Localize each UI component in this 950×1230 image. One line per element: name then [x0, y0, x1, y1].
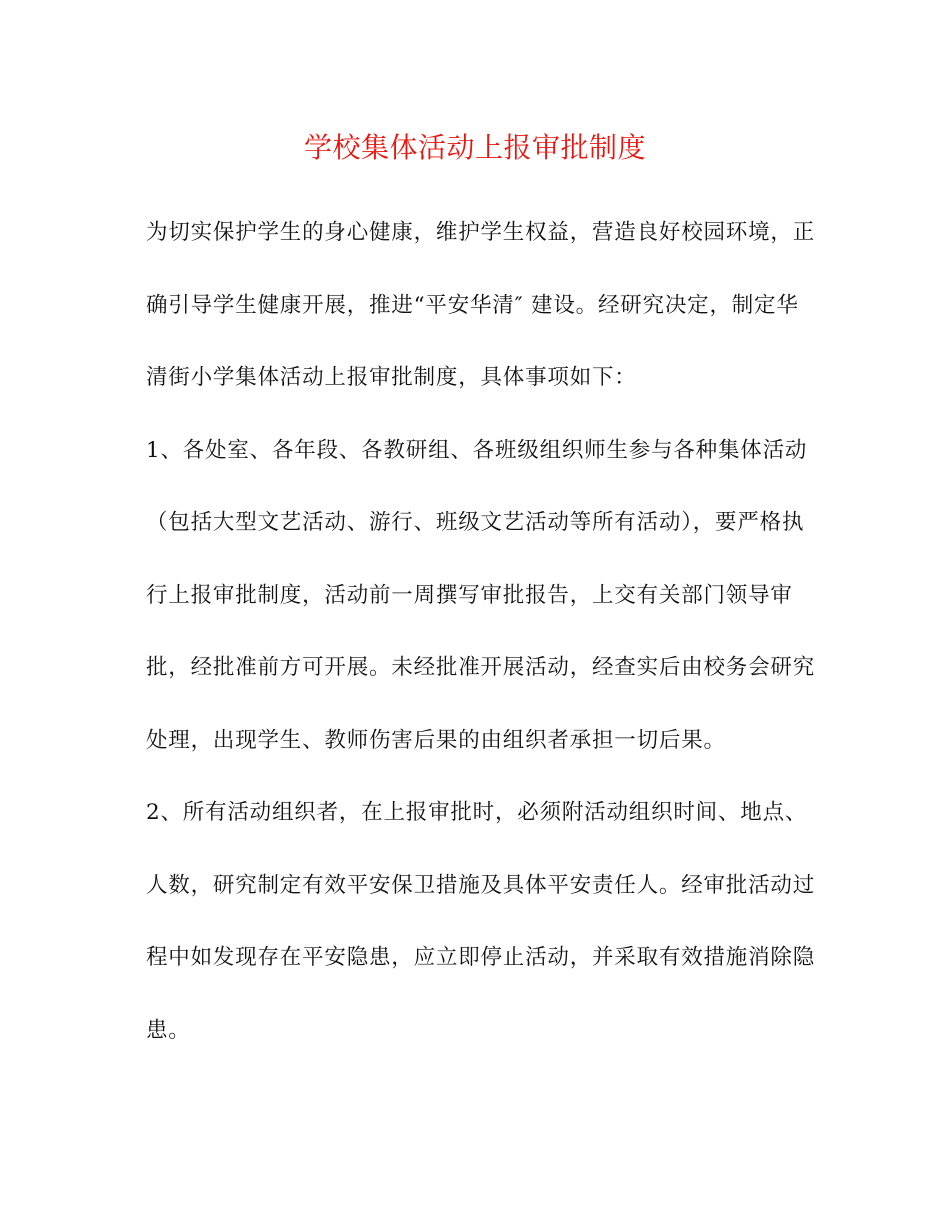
body-line-5: （包括大型文艺活动、游行、班级文艺活动等所有活动），要严格执 — [146, 510, 805, 535]
body-line-11: 程中如发现存在平安隐患，应立即停止活动，并采取有效措施消除隐 — [146, 945, 816, 970]
body-line-1: 为切实保护学生的身心健康，维护学生权益，营造良好校园环境，正 — [146, 220, 816, 245]
body-line-8: 处理，出现学生、教师伤害后果的由组织者承担一切后果。 — [146, 728, 726, 753]
body-line-4: 1、各处室、各年段、各教研组、各班级组织师生参与各种集体活动 — [146, 438, 808, 463]
body-line-9: 2、所有活动组织者，在上报审批时，必须附活动组织时间、地点、 — [146, 800, 808, 825]
body-line-2: 确引导学生健康开展，推进“平安华清″ 建设。经研究决定，制定华 — [146, 293, 799, 318]
document-title: 学校集体活动上报审批制度 — [303, 131, 646, 164]
body-line-6: 行上报审批制度，活动前一周撰写审批报告，上交有关部门领导审 — [146, 583, 793, 608]
body-line-10: 人数，研究制定有效平安保卫措施及具体平安责任人。经审批活动过 — [146, 873, 816, 898]
body-line-3: 清街小学集体活动上报审批制度，具体事项如下： — [146, 365, 637, 390]
body-line-7: 批，经批准前方可开展。未经批准开展活动，经查实后由校务会研究 — [146, 655, 816, 680]
body-line-12: 患。 — [146, 1018, 191, 1043]
